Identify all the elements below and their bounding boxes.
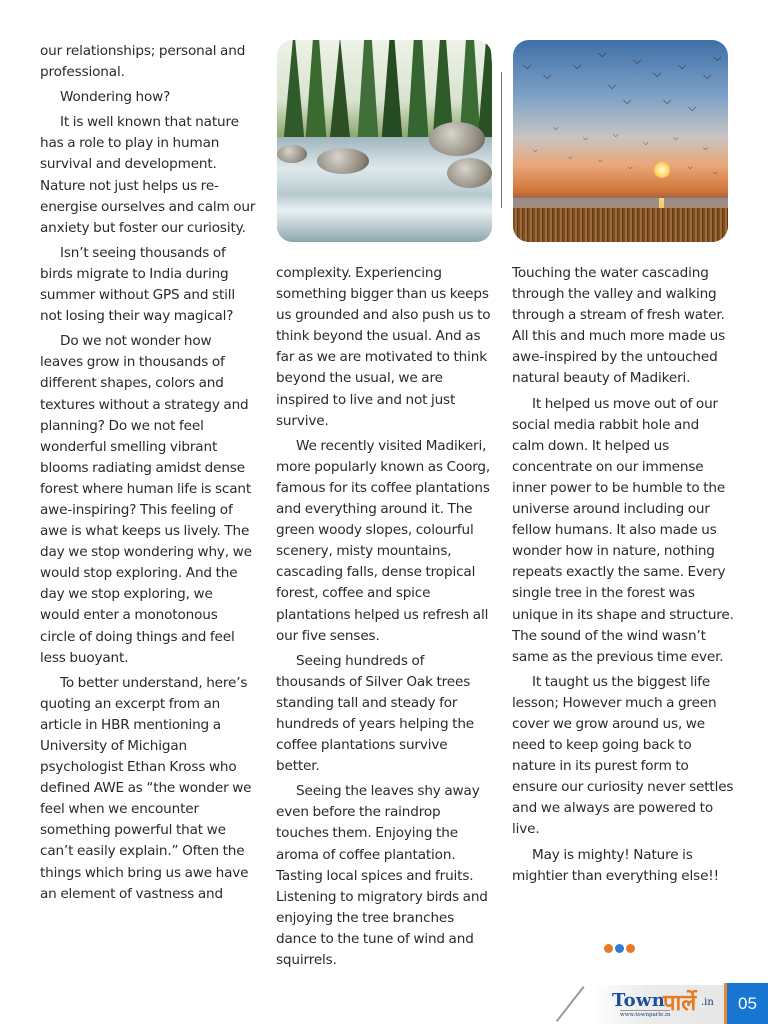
paragraph: We recently visited Madikeri, more popularly known as Coorg, famous for its coffee plantations and everything around it. The green woody slopes, colourful scenery, misty mountains, cascading falls, dense tropical forest, coffee and spice plantations helped us refresh all our five senses.: [276, 437, 491, 644]
article-column-1: [40, 41, 256, 909]
logo-wordmark-hindi: पार्ले: [663, 991, 697, 1016]
logo-tld: .in: [701, 997, 714, 1008]
paragraph: Isn’t seeing thousands of birds migrate to India during summer without GPS and still not losing their way magical?: [40, 244, 235, 325]
orange-dot-icon: [604, 944, 613, 953]
paragraph: Do we not wonder how leaves grow in thousands of different shapes, colors and textures without a strategy and planning? Do we not feel wonderful smelling vibrant blooms radiating amidst dense forest where human life is scant awe-inspiring? This feeling of awe is what keeps us lively. The day we stop wondering why, we would stop exploring. And the day we stop exploring, we would enter a monotonous circle of doing things and feel less buoyant.: [40, 333, 252, 666]
end-of-article-mark: [604, 944, 635, 953]
paragraph: Wondering how?: [60, 89, 171, 106]
logo-wordmark-town: Town: [612, 990, 666, 1011]
paragraph: complexity. Experiencing something bigger than us keeps us grounded and also push us to think beyond the usual. And as far as we are motivated to think beyond the usual, we are inspired to live and not just survive.: [276, 265, 491, 429]
paragraph: our relationships; personal and professional.: [40, 43, 246, 81]
birds-sunset-photo: ⌵ ⌵ ⌵ ⌵ ⌵ ⌵ ⌵ ⌵ ⌵ ⌵ ⌵ ⌵ ⌵ ⌵ ⌵ ⌵ ⌵ ⌵ ⌵ ⌵ ⌵ ⌵ ⌵ ⌵ ⌵: [513, 40, 728, 242]
paragraph: Seeing the leaves shy away even before the raindrop touches them. Enjoying the aroma of coffee plantation. Tasting local spices and fruits. Listening to migratory birds and enjoying the tree branches dance to the tune of wind and squirrels.: [276, 783, 488, 968]
blue-dot-icon: [615, 944, 624, 953]
logo-url: www.townparle.in: [620, 1012, 671, 1018]
paragraph: Seeing hundreds of thousands of Silver Oak trees standing tall and steady for hundreds of years helping the coffee plantations survive better.: [276, 652, 475, 775]
paragraph: To better understand, here’s quoting an excerpt from an article in HBR mentioning a University of Michigan psychologist Ethan Kross who defined AWE as “the wonder we feel when we encounter something powerful that we can’t easily explain.” Often the things which bring us awe have an element of vastness and: [40, 674, 252, 902]
paragraph: Touching the water cascading through the valley and walking through a stream of fresh water. All this and much more made us awe-inspired by the untouched natural beauty of Madikeri.: [512, 265, 726, 387]
paragraph: It is well known that nature has a role to play in human survival and development. Nature not just helps us re-energise ourselves and calm our anxiety but foster our curiosity.: [40, 114, 256, 236]
article-column-3: [512, 263, 734, 891]
paragraph: It taught us the biggest life lesson; However much a green cover we grow around us, we need to keep going back to nature in its purest form to ensure our curiosity never settles and we always are powered to live.: [512, 673, 734, 838]
page-number: 05: [727, 983, 768, 1024]
paragraph: May is mighty! Nature is mightier than everything else!!: [512, 846, 719, 884]
footer-slash-decoration: [556, 986, 585, 1022]
orange-dot-icon: [626, 944, 635, 953]
image-divider: [501, 72, 502, 208]
forest-stream-photo: [277, 40, 492, 242]
paragraph: It helped us move out of our social media rabbit hole and calm down. It helped us concentrate on our immense inner power to be humble to the universe around including our fellow humans. It also made us wonder how in nature, nothing repeats exactly the same. Every single tree in the forest was unique in its shape and structure. The sound of the wind wasn’t same as the previous time ever.: [512, 395, 734, 665]
article-column-2: [276, 263, 494, 975]
